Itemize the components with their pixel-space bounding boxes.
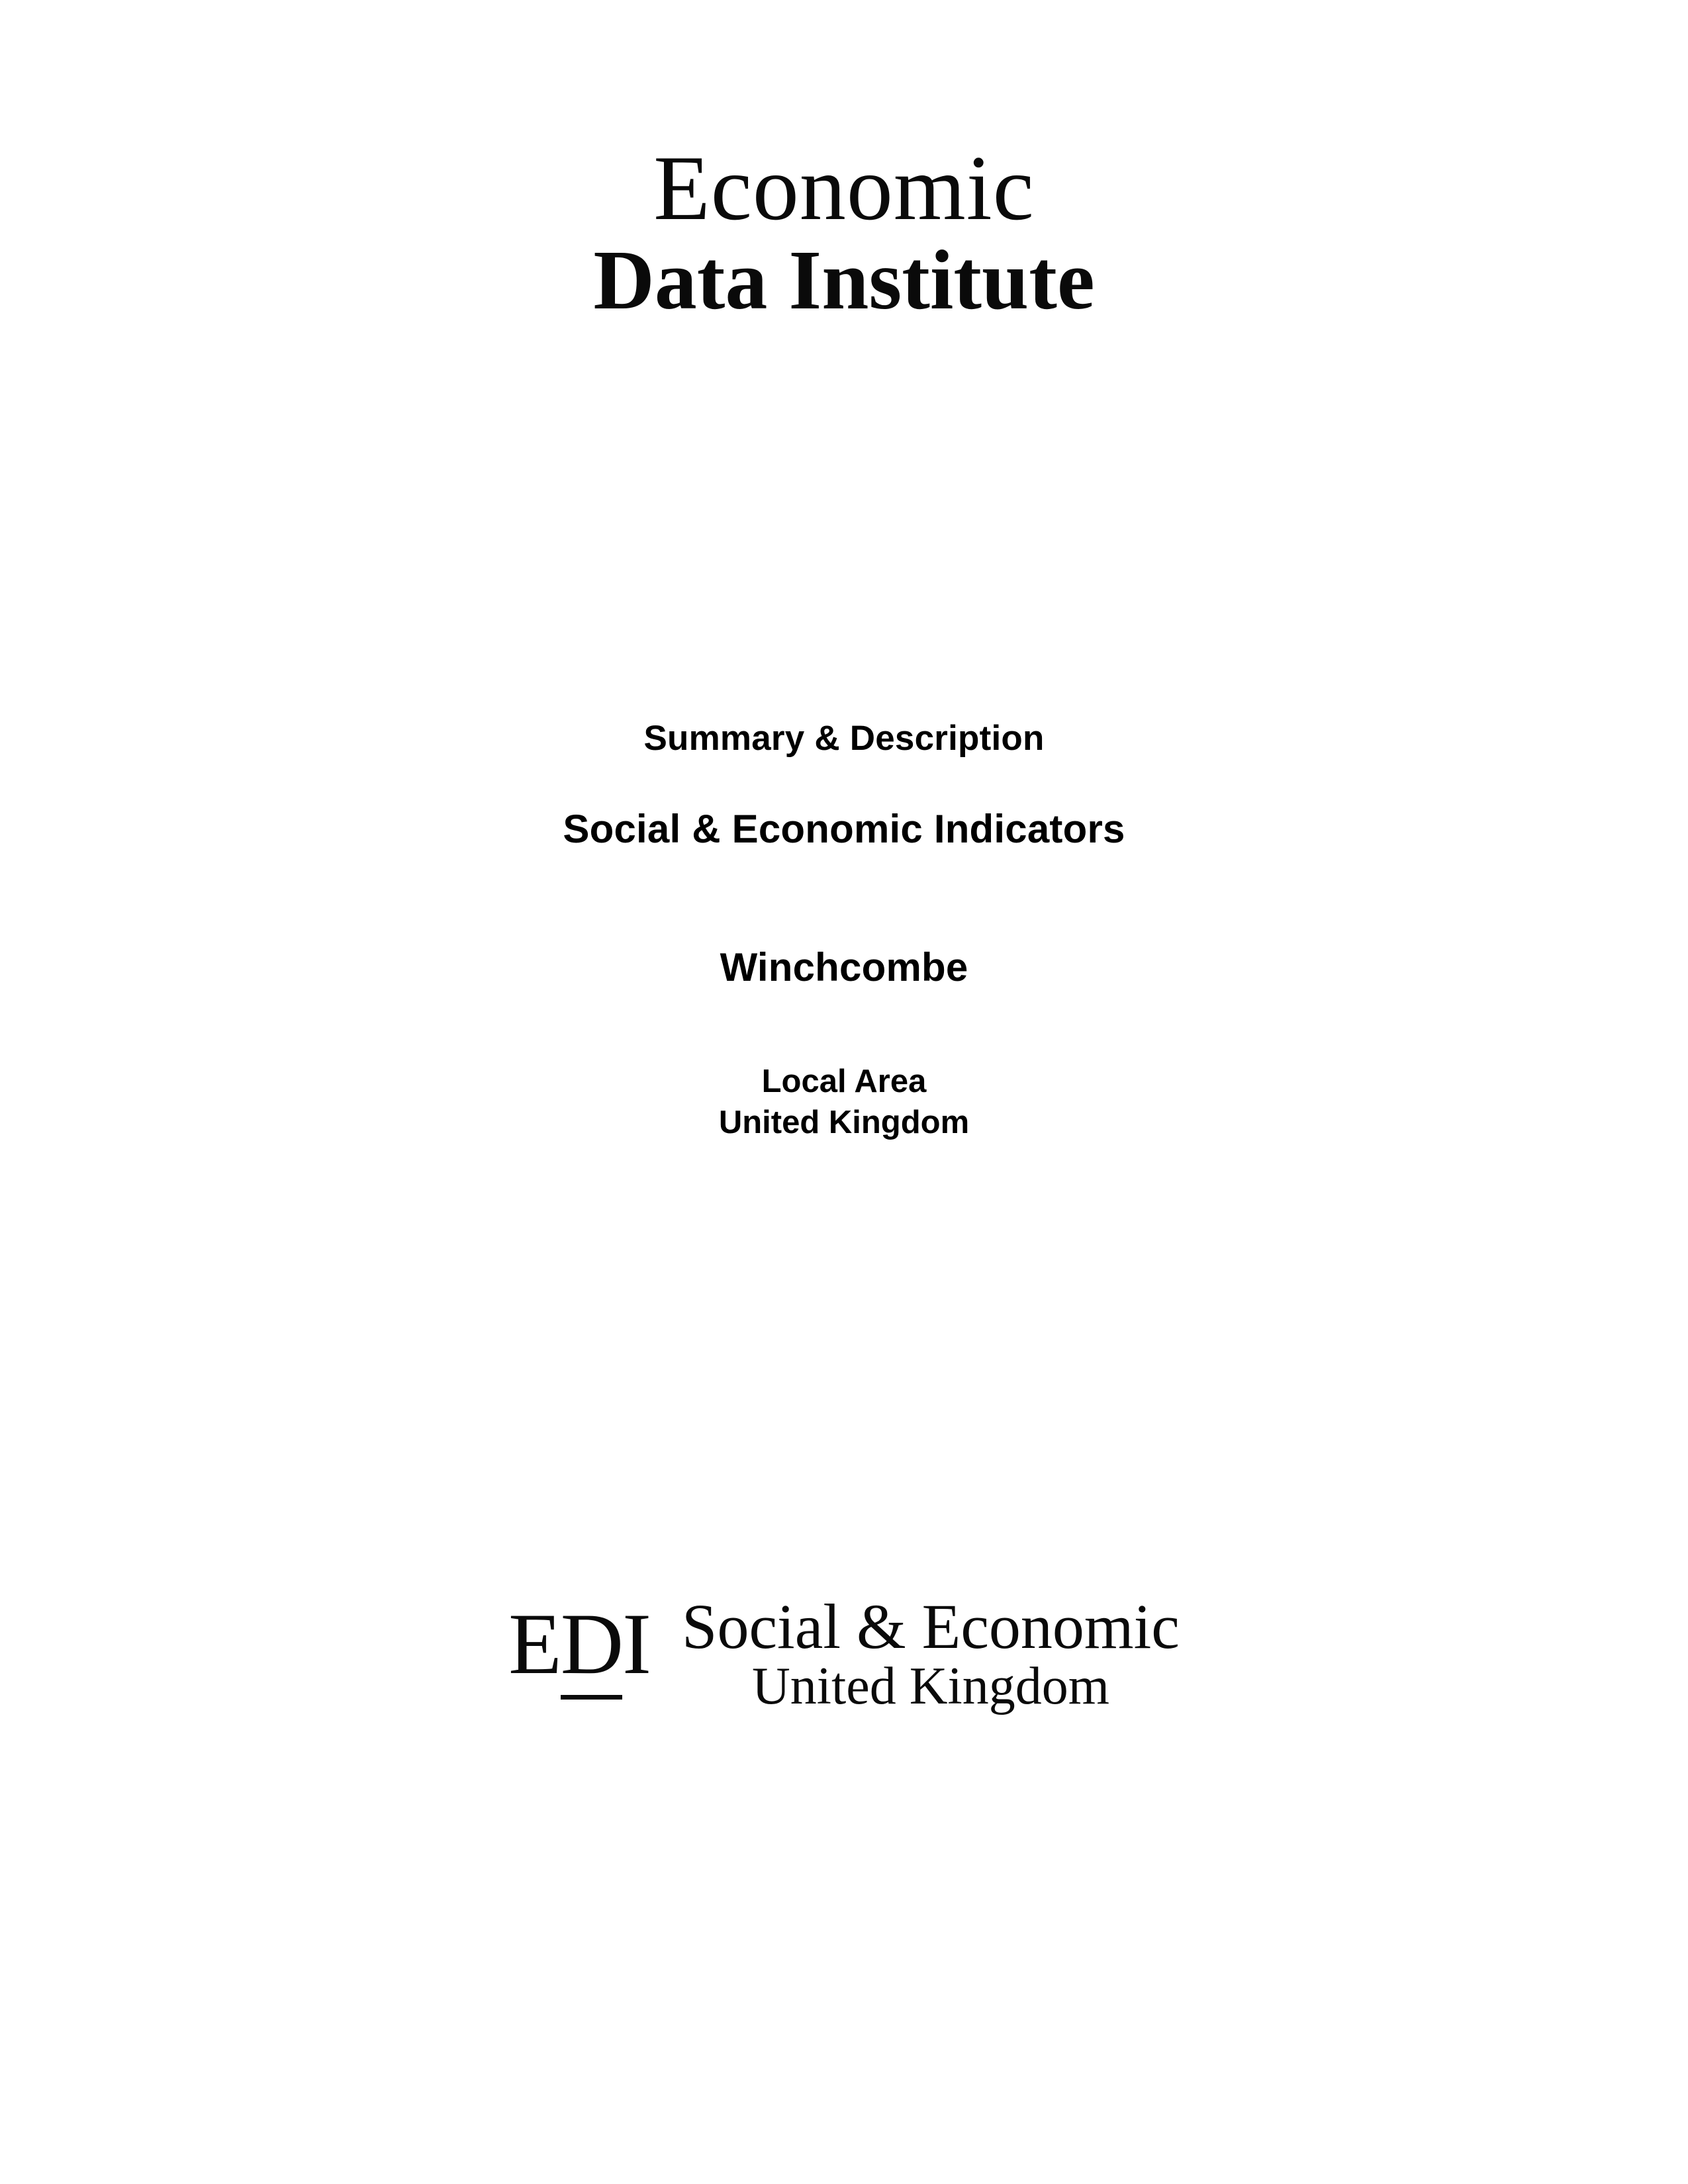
footer-logo-acronym bbox=[508, 1595, 651, 1697]
footer-logo-line-united-kingdom: United Kingdom bbox=[751, 1657, 1109, 1715]
title-area-type: Local Area bbox=[761, 1064, 927, 1099]
title-area-name: Winchcombe bbox=[720, 945, 968, 989]
footer-logo-line-social-economic: Social & Economic bbox=[682, 1591, 1180, 1662]
title-block bbox=[0, 718, 1688, 1141]
footer-acronym-letter-e: E bbox=[508, 1595, 561, 1692]
title-summary-description: Summary & Description bbox=[643, 719, 1045, 758]
title-social-economic-indicators: Social & Economic Indicators bbox=[563, 807, 1125, 851]
masthead-logo bbox=[0, 137, 1688, 327]
title-country: United Kingdom bbox=[718, 1105, 970, 1140]
masthead-line-data-institute: Data Institute bbox=[593, 233, 1095, 327]
footer-acronym-letter-d: D bbox=[561, 1595, 622, 1700]
footer-acronym-letter-i: I bbox=[622, 1595, 651, 1692]
masthead-line-economic: Economic bbox=[653, 137, 1035, 240]
footer-logo-wordmark bbox=[682, 1591, 1180, 1715]
footer-logo bbox=[0, 1591, 1688, 1715]
